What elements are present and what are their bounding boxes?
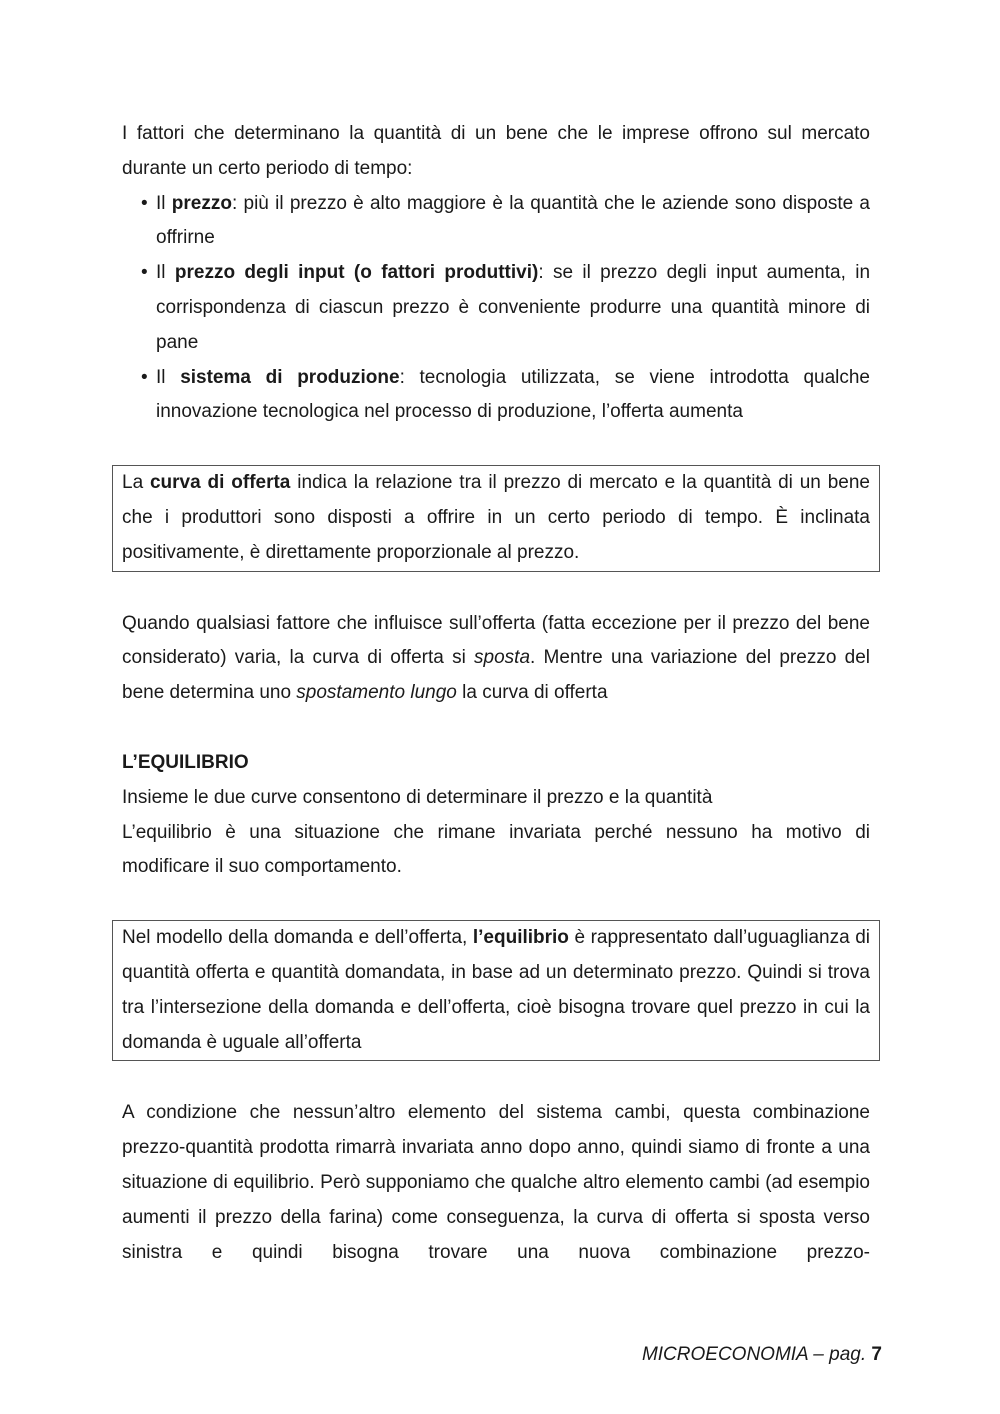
list-item: • Il prezzo degli input (o fattori produttivi): se il prezzo degli input aumenta, in corrispondenza di ciascun prezzo è conveniente produrre una quantità minore di pane: [122, 256, 870, 360]
bold-term: sistema di produzione: [180, 366, 400, 388]
document-body: [122, 117, 870, 1270]
equilibrium-definition-box: [112, 920, 880, 1061]
bullet-icon: •: [141, 192, 148, 214]
bold-term: curva di offerta: [149, 472, 291, 494]
final-paragraph: A condizione che nessun’altro elemento del sistema cambi, questa combinazione prezzo-quantità prodotta rimarrà invariata anno dopo anno, quindi siamo di fronte a una situazione di equilibrio. Però supponiamo che qualche altro elemento cambi (ad esempio aumenti il prezzo della farina) come conseguenza, la curva di offerta si sposta verso sinistra e quindi bisogna trovare una nuova combinazione prezzo-: [122, 1102, 870, 1263]
section-heading: L’EQUILIBRIO: [122, 751, 249, 773]
bold-term: prezzo: [171, 192, 232, 214]
shift-paragraph: Quando qualsiasi fattore che influisce sull’offerta (fatta eccezione per il prezzo del bene considerato) varia, la curva di offerta si sposta. Mentre una variazione del prezzo del bene determina uno spostamento lungo la curva di offerta: [122, 612, 870, 704]
equilibrium-line: Insieme le due curve consentono di determinare il prezzo e la quantità: [122, 786, 713, 808]
bullet-icon: •: [141, 366, 148, 388]
page-footer: [642, 1344, 882, 1366]
intro-paragraph: I fattori che determinano la quantità di un bene che le imprese offrono sul mercato durante un certo periodo di tempo:: [122, 123, 870, 179]
box-paragraph: Nel modello della domanda e dell’offerta, l’equilibrio è rappresentato dall’uguaglianza di quantità offerta e quantità domandata, in base ad un determinato prezzo. Quindi si trova tra l’intersezione della domanda e dell’offerta, cioè bisogna trovare quel prezzo in cui la domanda è uguale all’offerta: [122, 927, 870, 1053]
list-item: • Il prezzo: più il prezzo è alto maggiore è la quantità che le aziende sono disposte a offrirne: [122, 187, 870, 257]
box-paragraph: La curva di offerta indica la relazione tra il prezzo di mercato e la quantità di un bene che i produttori sono disposti a offrire in un certo periodo di tempo. È inclinata positivamente, è direttamente proporzionale al prezzo.: [122, 472, 870, 563]
bold-term: prezzo degli input (o fattori produttivi): [174, 262, 539, 284]
italic-term: spostamento lungo: [296, 682, 457, 704]
italic-term: sposta: [474, 647, 531, 669]
factors-list: [122, 187, 870, 431]
equilibrium-paragraph: L’equilibrio è una situazione che rimane invariata perché nessuno ha motivo di modificare il suo comportamento.: [122, 821, 870, 878]
list-item: • Il sistema di produzione: tecnologia utilizzata, se viene introdotta qualche innovazione tecnologica nel processo di produzione, l’offerta aumenta: [122, 361, 870, 431]
page-number: 7: [871, 1344, 882, 1365]
bullet-icon: •: [141, 262, 148, 284]
supply-curve-definition-box: [112, 465, 880, 571]
bold-term: l’equilibrio: [472, 927, 569, 949]
footer-label: MICROECONOMIA – pag.: [641, 1344, 867, 1365]
